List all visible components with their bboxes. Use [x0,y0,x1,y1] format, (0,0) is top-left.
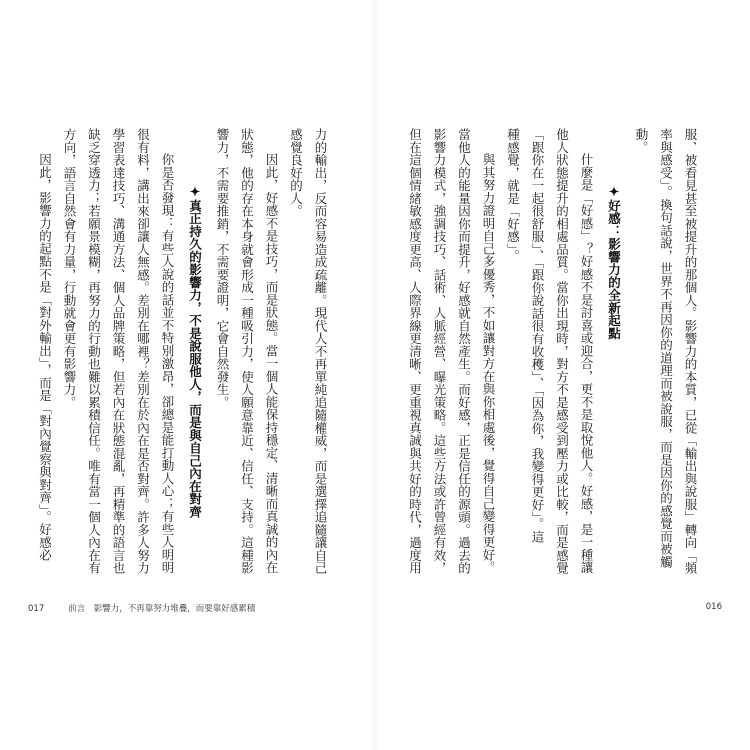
body-line: 很有料，講出來卻讓人無感。差別在哪裡？差別在於內在是否對齊。許多人努力 [135,128,151,575]
body-line: 「跟你在一起很舒服」、「跟你說話很有收穫」、「因為你，我變得更好」。這 [530,128,545,543]
right-page-text [396,128,702,576]
body-line: 狀態，他的存在本身就會形成一種吸引力，使人願意靠近、信任、支持。這種影 [239,128,255,575]
body-line: 你是否發現：有些人說的話並不特別激昂，卻總是能打動人心；有些人明明 [160,153,175,574]
body-line: 學習表達技巧、溝通方法、個人品牌策略，但若內在狀態混亂，再精準的語言也 [111,128,126,575]
body-line: 動。 [634,128,649,154]
section-heading: ✦真正持久的影響力，不是說服他人，而是與自己內在對齊 [187,184,203,519]
section-heading: ✦好感：影響力的全新起點 [606,184,622,340]
body-line: 力的輸出，反而容易造成疏離。現代人不再單純追隨權威，而是選擇追隨讓自己 [313,128,328,575]
left-page-footer [28,602,255,614]
body-line: 他人狀態提升的相處品質。當你出現時，對方不是感受到壓力或比較，而是感覺 [554,128,570,575]
body-line: 缺乏穿透力；若願景模糊，再努力的行動也難以累積信任。唯有當一個人內在有 [86,128,102,575]
body-line: 因此，影響力的起點不是「對外輸出」，而是「對內覺察與對齊」。好感必 [37,153,53,562]
left-page-text [26,128,332,576]
body-line: 種感覺，就是「好感」。 [505,128,521,262]
body-line: 服、被看見甚至被提升的那個人。影響力的本質，已從「輸出與說服」轉向「頻 [683,128,698,575]
body-line: 因此，好感不是技巧，而是狀態。當一個人能保持穩定、清晰而真誠的內在 [264,153,279,574]
page-number: 017 [28,604,45,614]
body-line: 什麼是「好感」？好感不是討喜或迎合，更不是取悅他人。好感，是一種讓 [579,153,594,574]
book-gutter [370,0,380,750]
body-line: 響力，不需要推銷，不需要證明，它會自然發生。 [215,128,230,409]
right-page-footer [706,602,722,612]
body-line: 與其努力證明自己多優秀，不如讓對方在與你相處後，覺得自己變得更好。 [481,153,496,574]
body-line: 影響力模式，強調技巧、話術、人脈經營、曝光策略。這些方法或許曾經有效， [432,128,447,575]
body-line: 感覺良好的人。 [288,128,304,218]
body-line: 率與感受」。換句話說，世界不再因你的道理而被說服，而是因你的感覺而被觸 [658,128,674,568]
body-line: 但在這個情緒敏感度更高、人際界線更清晰、更重視真誠與共好的時代，過度用 [407,128,423,575]
page-number: 016 [705,602,722,612]
body-line: 方向，語言自然會有力量，行動就會更有影響力。 [62,128,77,409]
running-head: 前言 影響力，不再靠努力堆疊，而要靠好感累積 [68,604,256,614]
body-line: 當他人的能量因你而提升，好感就自然產生。而好感，正是信任的源頭。過去的 [456,128,472,575]
